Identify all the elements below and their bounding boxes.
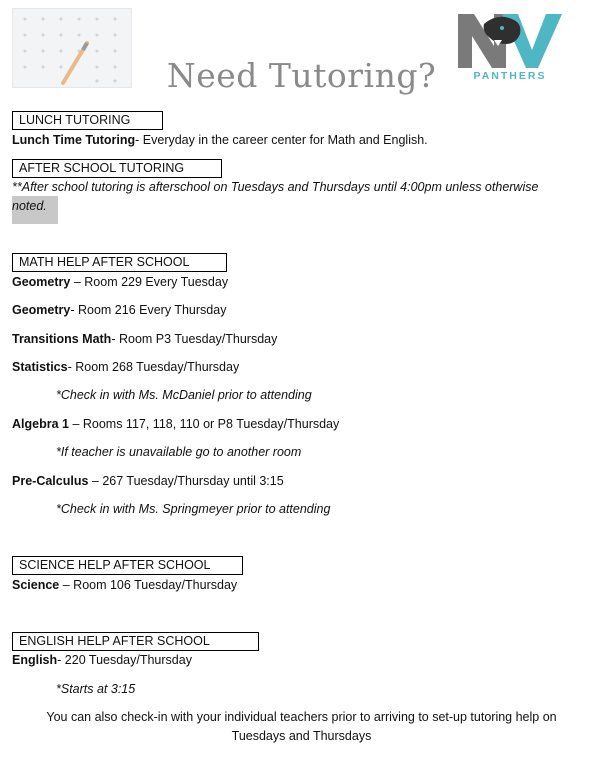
math-item-label: Pre-Calculus (12, 474, 89, 488)
lunch-line (12, 132, 428, 148)
math-item (12, 359, 239, 375)
footer-line2: Tuesdays and Thursdays (231, 729, 372, 743)
math-item-label: Geometry (12, 275, 71, 289)
page-title: Need Tutoring? (166, 56, 437, 95)
math-item-text: - Room P3 Tuesday/Thursday (111, 332, 278, 346)
section-header-science: SCIENCE HELP AFTER SCHOOL (12, 556, 243, 575)
math-item-label: Transitions Math (12, 332, 112, 346)
math-item-text: – Room 229 Every Tuesday (70, 275, 229, 289)
math-note: *If teacher is unavailable go to another room (56, 445, 302, 459)
section-header-english: ENGLISH HELP AFTER SCHOOL (12, 632, 259, 651)
math-item-label: Algebra 1 (12, 417, 69, 431)
science-text: – Room 106 Tuesday/Thursday (59, 578, 238, 592)
math-item (12, 473, 284, 489)
english-label: English (12, 653, 58, 667)
after-school-note-line2: noted. (12, 199, 47, 213)
math-item (12, 302, 226, 318)
panthers-logo (456, 10, 564, 84)
lunch-label: Lunch Time Tutoring (12, 133, 136, 147)
math-note: *Check in with Ms. Springmeyer prior to attending (56, 502, 331, 516)
science-label: Science (12, 578, 60, 592)
math-item-text: – Rooms 117, 118, 110 or P8 Tuesday/Thursday (68, 417, 340, 431)
lunch-text: - Everyday in the career center for Math and English. (135, 133, 428, 147)
section-header-math: MATH HELP AFTER SCHOOL (12, 253, 227, 272)
math-item (12, 331, 277, 347)
math-note: *Check in with Ms. McDaniel prior to attending (56, 388, 312, 402)
math-item-text: – 267 Tuesday/Thursday until 3:15 (88, 474, 284, 488)
english-text: - 220 Tuesday/Thursday (57, 653, 192, 667)
science-line (12, 577, 237, 593)
english-note: *Starts at 3:15 (56, 682, 136, 696)
footer-line1: You can also check-in with your individual teachers prior to arriving to set-up tutoring help on (46, 710, 557, 724)
after-school-note-line1: **After school tutoring is afterschool on Tuesdays and Thursdays until 4:00pm unless otherwise (12, 180, 539, 194)
section-header-lunch: LUNCH TUTORING (12, 111, 163, 130)
math-item (12, 274, 228, 290)
math-item-text: - Room 268 Tuesday/Thursday (67, 360, 240, 374)
math-item-label: Geometry (12, 303, 71, 317)
math-item-text: - Room 216 Every Thursday (70, 303, 227, 317)
logo-text: PANTHERS (473, 70, 547, 82)
english-line (12, 652, 192, 668)
math-item (12, 416, 339, 432)
math-item-label: Statistics (12, 360, 68, 374)
section-header-after-school: AFTER SCHOOL TUTORING (12, 159, 222, 178)
